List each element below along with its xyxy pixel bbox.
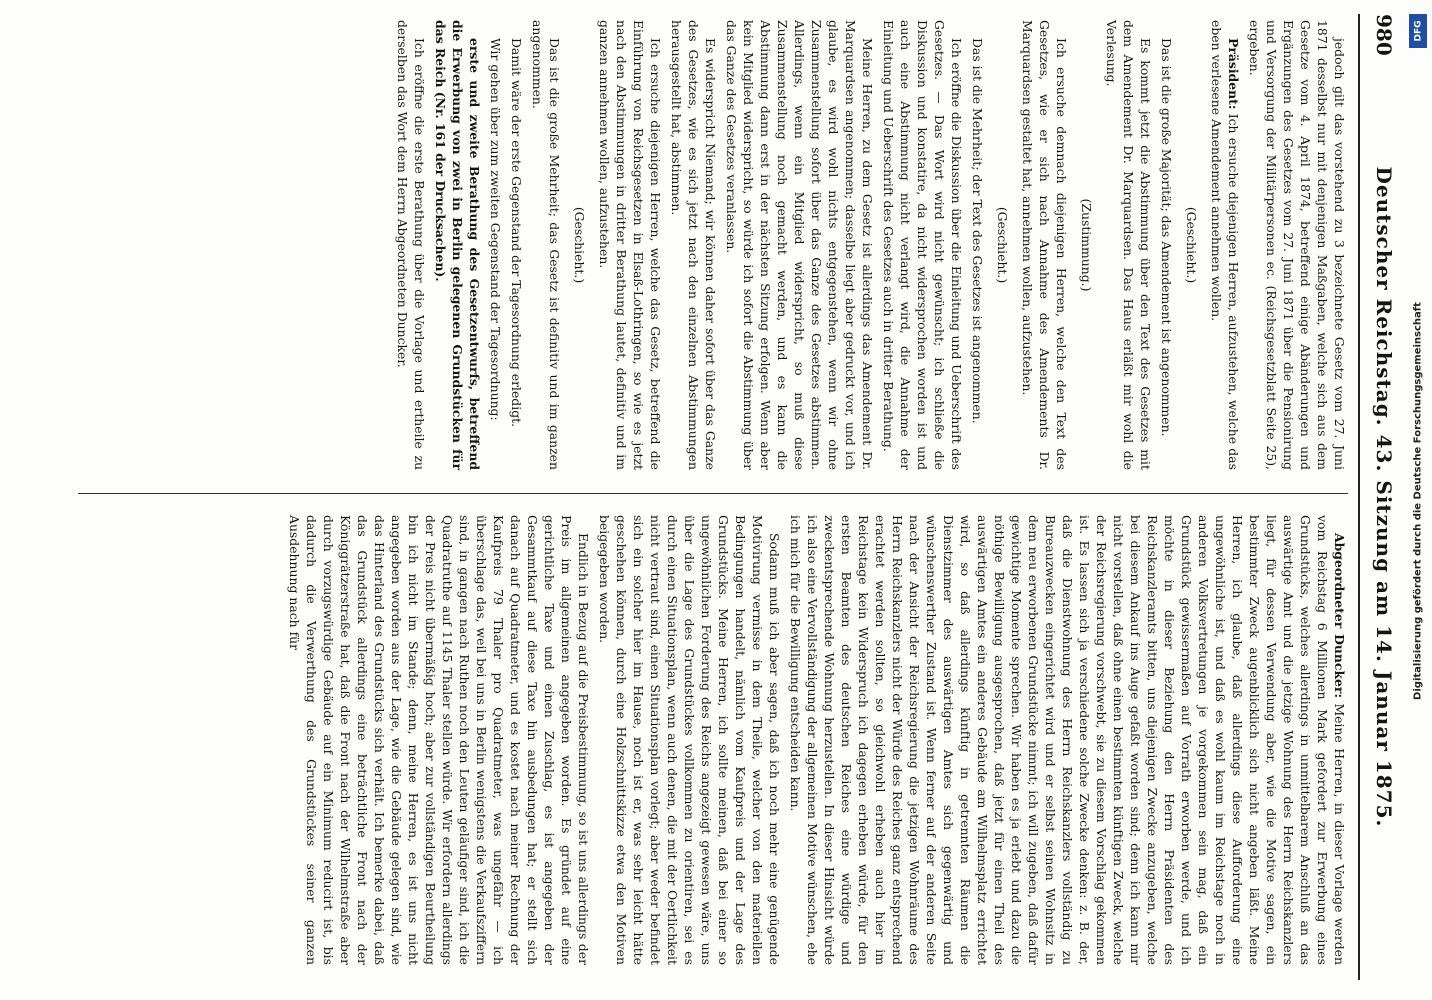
stage-direction: (Geschieht.) xyxy=(995,206,1010,284)
paragraph-text: Ich ersuche diejenigen Herren, welche das Gesetz, betreffend die Einführung von Reichsgesetzen in Elsaß-Lothringen, so wie es jetzt nach den Abstimmungen in dritter Berathung lautet, definitiv und im ganzen annehmen wollen, aufzustehen. xyxy=(597,20,663,470)
paragraph-text: Endlich in Bezug auf die Preisbestimmung, so ist uns allerdings der Preis im allgemeinen angegeben worden. Es gründet auf eine gerichtliche Taxe und einen Zuschlag, es ist angegeben der Gesammtkauf auf diese Taxe hin ausbedungen hat; er stellt sich danach auf Quadratmeter, und es kostet nach meiner Rechnung der Kaufpreis 79 Thaler pro Quadratmeter, was ungefähr — ich überschlage das, weil bei uns in Berlin wenigstens die Verkaufsziffern sind, in gangen nach Ruthen noch den Leuten geläufiger sind, ich die Quadratruthe auf 1145 Thaler stellen würde. Wir erfordern allerdings der Preis nicht übermäßig hoch; aber zur vollständigen Beurtheilung bin ich nicht im Stande; denn, meine Herren, es ist uns nicht angegeben worden aus der Lage, wie die Gebäude gelegen sind, wie das Hinterland des Grundstücks sich verhält. Ich bemerke dabei, daß das Grundstück allerdings eine beträchtliche Front nach der Königgrätzerstraße hat, daß die Front nach der Wilhelmstraße aber durch vorzugswürdige Gebäude auf ein Minimum reducirt ist, bis dadurch die Verwerthung des Grundstückes seiner ganzen Ausdehnung nach für xyxy=(287,515,591,965)
speaker-name: Präsident: xyxy=(1226,38,1241,110)
dfg-logo: DFG xyxy=(1409,14,1427,48)
paragraph xyxy=(1158,20,1175,470)
paragraph xyxy=(596,515,783,965)
column-divider xyxy=(78,493,1348,494)
paragraph xyxy=(1019,20,1070,470)
agenda-item xyxy=(432,20,483,470)
left-column xyxy=(390,20,1348,470)
paragraph xyxy=(723,20,876,470)
paragraph-text: Ich eröffne die Diskussion über die Einleitung und Ueberschrift des Gesetzes. — Das Wort wird nicht gewünscht; ich schließe die Diskussion und konstatire, da nicht widersprochen worden ist und auch eine Abstimmung nicht verlangt wird, die Annahme der Einleitung und Ueberschrift des Gesetzes auch in dritter Berathung. xyxy=(881,20,964,470)
page-header xyxy=(1360,14,1400,980)
page-title: Deutscher Reichstag. 43. Sitzung am 14. Januar 1875. xyxy=(1372,166,1396,828)
agenda-item-text: erste und zweite Berathung des Gesetzentwurfs, betreffend die Erwerbung von zwei in Berlin gelegenen Grundstücken für das Reich (Nr. 161 der Drucksachen). xyxy=(433,20,482,470)
paragraph-text: Ich ersuche diejenigen Herren, aufzustehen, welche das eben verlesene Amendement annehmen wollen. xyxy=(1209,20,1241,470)
stage-direction: (Geschieht.) xyxy=(1184,206,1199,284)
paragraph xyxy=(1246,20,1348,470)
paragraph-text: Das ist die Mehrheit; der Text des Gesetzes ist angenommen. xyxy=(970,38,985,424)
page-number: 980 xyxy=(1372,14,1396,56)
right-column xyxy=(282,515,1348,965)
paragraph xyxy=(668,20,719,470)
paragraph-text: jedoch gilt das vorstehend zu 3 bezeichnete Gesetz vom 27. Juni 1871 desselbst nur mit denjenigen Maßgaben, welche sich aus dem Gesetze vom 4. April 1874, betreffend einige Abänderungen und Ergänzungen des Gesetzes vom 27. Juni 1871 über die Pensionirung und Versorgung der Militärpersonen ec. (Reichsgesetzblatt Seite 25), ergeben. xyxy=(1247,20,1347,470)
paragraph xyxy=(1103,20,1154,470)
stage-direction: (Geschieht.) xyxy=(572,206,587,284)
paragraph xyxy=(1208,20,1242,470)
paragraph xyxy=(394,20,428,470)
digitization-credit xyxy=(1406,6,1430,996)
paragraph-text: Es kommt jetzt die Abstimmung über den Text des Gesetzes mit dem Amendement Dr. Marquardsen. Das Haus erläßt mir wohl die Verlesung. xyxy=(1104,20,1153,470)
rotated-page-content xyxy=(58,0,1408,1000)
paragraph-text: Sodann muß ich aber sagen, daß ich noch mehr eine genügende Motivirung vermisse in dem Theile, welcher von den materiellen Bedingungen handelt, nämlich vom Kaufpreis und der Lage des Grundstücks. Meine Herren, ich sollte meinen, daß bei einer so ungewöhnlichen Forderung des Reichs angezeigt gewesen wäre, uns über die Lage des Grundstückes vollkommen zu orientiren, sei es durch einen Situationsplan, wenn auch denen, die mit der Oertlichkeit nicht vertraut sind, einen Situationsplan vorlegt; aber weder befindet sich ein solcher hier im Hause, noch ist er, was sehr leicht hätte geschehen können, durch eine Holzschnittskizze etwa den Motiven beigegeben worden. xyxy=(597,515,782,965)
paragraph xyxy=(880,20,965,470)
paragraph xyxy=(969,20,986,470)
header-rule xyxy=(1358,14,1360,980)
paragraph xyxy=(596,20,664,470)
paragraph-text: Damit wäre der erste Gegenstand der Tagesordnung erledigt. xyxy=(509,38,524,428)
paragraph xyxy=(508,20,525,470)
paragraph xyxy=(286,515,592,965)
paragraph-text: Ich eröffne die erste Berathung über die Vorlage und ertheile zu derselben das Wort dem Herrn Abgeordneten Duncker. xyxy=(395,20,427,470)
paragraph-text: Ich ersuche demnach diejenigen Herren, welche den Text des Gesetzes, wie er sich nach Annahme des Amendements Dr. Marquardsen gestaltet hat, annehmen wollen, aufzustehen. xyxy=(1020,20,1069,470)
credit-text: Digitalisierung gefördert durch die Deutsche Forschungsgemeinschaft xyxy=(1412,302,1424,700)
paragraph xyxy=(487,20,504,470)
paragraph-text: Wir gehen über zum zweiten Gegenstand der Tagesordnung: xyxy=(488,38,503,421)
paragraph-text: Meine Herren, in dieser Vorlage werden vom Reichstag 6 Millionen Mark gefordert zur Erwerbung eines Grundstücks, welches allerdings in unmittelbarem Anschluß an das auswärtige Amt und die jetzige Wohnung des Herrn Reichskanzlers liegt, für dessen Verwendung aber, wie die Motive sagen, ein bestimmter Zweck augenblicklich sich nicht angeben läßt. Meine Herren, ich glaube, daß allerdings diese Aufforderung eine ungewöhnliche ist, und daß es wohl kaum im Reichstage noch in anderen Volksvertretungen je vorgekommen sein mag, daß ein Grundstück gewissermaßen auf Vorrath erworben werde, und ich möchte in dieser Beziehung den Herrn Präsidenten des Reichskanzleramts bitten, uns diejenigen Zwecke anzugeben, welche bei diesem Ankauf ins Auge gefaßt worden sind; denn ich kann mir nicht vorstellen, daß ohne einen bestimmten künftigen Zweck, welche der Reichsregierung vorschwebt, sie zu diesem Vorschlag gekommen ist. Es lassen sich ja verschiedene solche Zwecke denken: z. B. der, daß die Dienstwohnung des Herrn Reichskanzlers vollständig zu Bureauzwecken eingerichtet wird und er selbst seinen Wohnsitz in dem neu erworbenen Grundstücke nimmt; ich will zugeben, daß dafür gewichtige Momente sprechen. Wir haben es ja erlebt und dazu die nöthige Bewilligung ausgesprochen, daß jetzt für einen Theil des auswärtigen Amtes ein anderes Gebäude am Wilhelmsplatz errichtet wird, so daß allerdings künftig in getrennten Räumen die Dienstzimmer des auswärtigen Amtes sich gegenwärtig und wünschenswerther Zustand ist. Wenn ferner auf der anderen Seite nach der Ansicht der Reichsregierung die jetzigen Wohnräume des Herrn Reichskanzlers nicht der Würde des Reiches ganz entsprechend erachtet werden sollten, so gleichwohl erheben auch hier im Reichstage kein Widerspruch ich dagegen erheben würde, für den ersten Beamten des deutschen Reiches eine würdige und zweckentsprechende Wohnung herzustellen. In dieser Hinsicht würde ich also eine Vervollständigung der allgemeinen Motive wünschen, ehe ich mich für die Bewilligung entscheiden kann. xyxy=(788,515,1347,965)
paragraph-text: Das ist die große Mehrheit; das Gesetz ist definitiv und im ganzen angenommen. xyxy=(530,20,562,470)
paragraph xyxy=(529,20,563,470)
paragraph-text: Es widerspricht Niemand; wir können daher sofort über das Ganze des Gesetzes, wie es sich jetzt nach den einzelnen Abstimmungen herausgestellt hat, abstimmen. xyxy=(669,20,718,470)
speaker-name: Abgeordneter Duncker: xyxy=(1332,533,1347,699)
paragraph xyxy=(787,515,1348,965)
paragraph-text: Das ist die große Majorität; das Amendement ist angenommen. xyxy=(1159,38,1174,437)
stage-direction: (Zustimmung.) xyxy=(1079,198,1094,292)
paragraph-text: Meine Herren, zu dem Gesetz ist allerdings das Amendement Dr. Marquardsen angenommen; dasselbe liegt aber gedruckt vor, und ich glaube, es wird wohl nichts entgegenstehen, wenn wir ohne Zusammenstellung sofort über das Ganze des Gesetzes abstimmen. Allerdings, wenn ein Mitglied widerspricht, so muß diese Zusammenstellung noch gemacht werden, und es kann die Abstimmung dann erst in der nächsten Sitzung erfolgen. Wenn aber kein Mitglied widerspricht, so würde ich sofort die Abstimmung über das Ganze des Gesetzes veranlassen. xyxy=(724,20,875,470)
